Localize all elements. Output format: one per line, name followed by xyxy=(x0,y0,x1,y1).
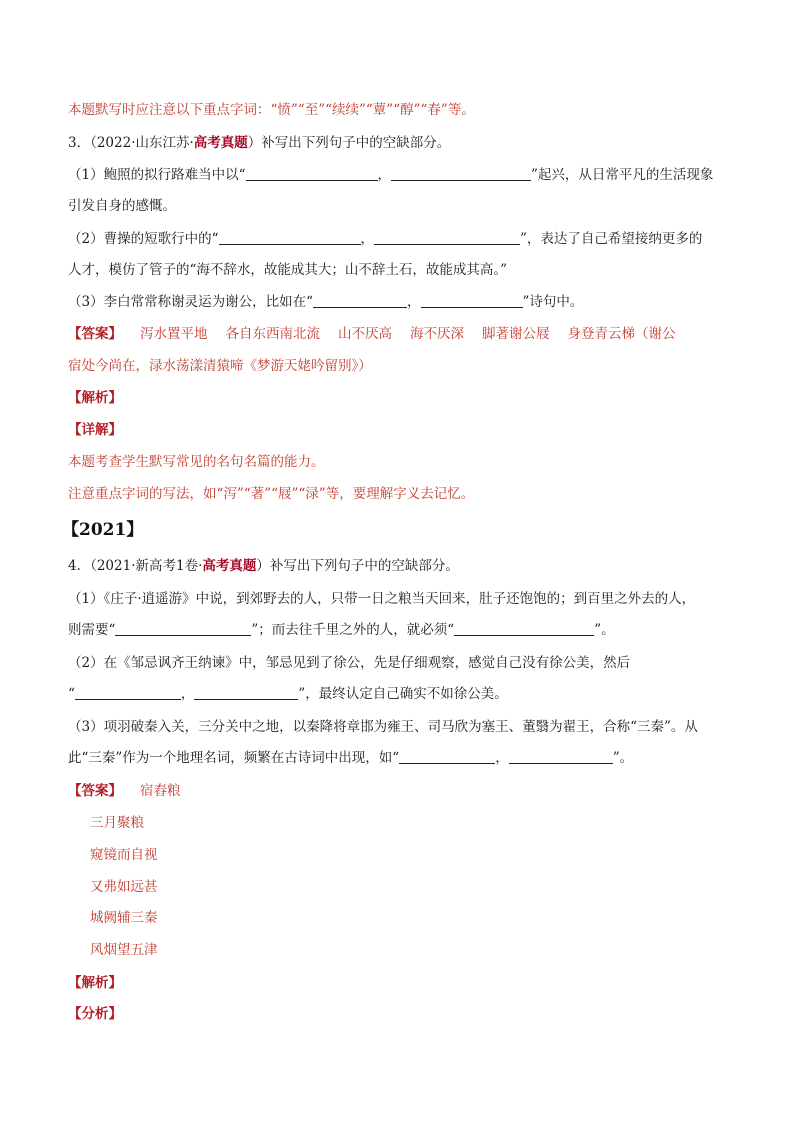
q4-s1-line1: （1）《庄子·逍遥游》中说，到郊野去的人，只带一日之粮当天回来，肚子还饱饱的；到百里之外去的人， xyxy=(68,591,696,607)
q3-jiexi-label: 【解析】 xyxy=(68,390,122,406)
blank[interactable] xyxy=(313,293,407,308)
blank[interactable] xyxy=(115,621,251,636)
q4-s2-text-b: “ xyxy=(68,686,75,702)
q4-s1-text-d: ”。 xyxy=(594,622,615,638)
q3-s1-line2: 引发自身的感慨。 xyxy=(68,198,176,214)
q3-s3-text-a: （3）李白常常称谢灵运为谢公，比如在“ xyxy=(68,294,313,310)
q3-s3-line xyxy=(68,292,583,312)
q4-s1-text-b: 则需要“ xyxy=(68,622,116,638)
year-heading: 【2021】 xyxy=(62,520,144,540)
q3-source: 高考真题 xyxy=(193,135,248,151)
q3-s1-line1 xyxy=(68,165,713,185)
q3-s3-text-b: ”诗句中。 xyxy=(522,294,584,310)
q3-s2-line1 xyxy=(68,229,702,249)
blank[interactable] xyxy=(421,293,523,308)
q4-s1-line2 xyxy=(68,620,615,640)
blank[interactable] xyxy=(75,685,181,700)
q3-s2-text-a: （2）曹操的短歌行中的“ xyxy=(68,231,219,247)
q3-answer-6: 身登青云梯（谢公 xyxy=(567,326,676,342)
q3-explanation-2: 注意重点字词的写法，如“泻”“著”“屐”“渌”等，要理解字义去记忆。 xyxy=(68,486,475,502)
q3-answer-line xyxy=(68,324,676,344)
blank[interactable] xyxy=(509,749,613,764)
blank[interactable] xyxy=(246,166,378,181)
q3-explanation-1: 本题考查学生默写常见的名句名篇的能力。 xyxy=(68,454,325,470)
q4-answer-line xyxy=(68,781,181,801)
q3-answer-continuation: 宿处今尚在，渌水荡漾清猿啼《梦游天姥吟留别》） xyxy=(68,358,372,374)
q4-number: 4．（2021·新高考1卷· xyxy=(68,558,203,574)
q4-s2-text-c: ”，最终认定自己确实不如徐公美。 xyxy=(298,686,508,702)
q4-s3-line1: （3）项羽破秦入关，三分关中之地，以秦降将章邯为雍王、司马欣为塞王、董翳为翟王，合称“三秦”。从 xyxy=(68,719,698,735)
blank[interactable] xyxy=(194,685,298,700)
q3-s1-comma: ， xyxy=(377,167,391,183)
q4-s2-line1: （2）在《邹忌讽齐王纳谏》中，邹忌见到了徐公，先是仔细观察，感觉自己没有徐公美，然后 xyxy=(68,655,631,671)
q3-xiangjie-label: 【详解】 xyxy=(68,422,122,438)
q3-answer-2: 各自东西南北流 xyxy=(225,326,320,342)
q3-header xyxy=(68,133,450,153)
q4-s3-line2 xyxy=(68,748,633,768)
q4-answer-3: 窥镜而自视 xyxy=(90,847,158,863)
q4-s2-comma: ， xyxy=(180,686,195,702)
q4-stem: ）补写出下列句子中的空缺部分。 xyxy=(256,558,459,574)
q4-jiexi-label: 【解析】 xyxy=(68,975,122,991)
q3-answer-3: 山不厌高 xyxy=(338,326,392,342)
q3-s1-text-a: （1）鲍照的拟行路难当中以“ xyxy=(68,167,246,183)
q3-s2-text-b: ”，表达了自己希望接纳更多的 xyxy=(520,231,703,247)
blank[interactable] xyxy=(374,230,520,245)
q4-s3-text-b: 此“三秦”作为一个地理名词，频繁在古诗词中出现，如“ xyxy=(68,750,400,766)
blank[interactable] xyxy=(454,621,594,636)
q3-stem: ）补写出下列句子中的空缺部分。 xyxy=(247,135,451,151)
q4-answer-4: 又弗如远甚 xyxy=(90,879,158,895)
q4-answer-5: 城阙辅三秦 xyxy=(90,910,158,926)
top-note: 本题默写时应注意以下重点字词：“愤”“至”“续续”“蕈”“醇”“春”等。 xyxy=(68,102,475,118)
q3-s2-comma: ， xyxy=(360,231,374,247)
q4-answer-6: 风烟望五津 xyxy=(90,942,158,958)
q4-answer-2: 三月聚粮 xyxy=(90,815,144,831)
q3-answer-label: 【答案】 xyxy=(68,326,122,342)
q3-answer-1: 泻水置平地 xyxy=(140,326,208,342)
q3-s3-comma: ， xyxy=(407,294,421,310)
q3-s2-line2: 人才，模仿了管子的“海不辞水，故能成其大；山不辞土石，故能成其高。” xyxy=(68,262,508,278)
blank[interactable] xyxy=(399,749,495,764)
q4-s3-comma: ， xyxy=(495,750,509,766)
q3-answer-5: 脚著谢公屐 xyxy=(482,326,550,342)
blank[interactable] xyxy=(391,166,531,181)
q4-s2-line2 xyxy=(68,684,508,704)
q3-number: 3．（2022·山东江苏· xyxy=(68,135,194,151)
q3-answer-4: 海不厌深 xyxy=(410,326,464,342)
q4-answer-1: 宿舂粮 xyxy=(140,783,181,799)
q4-s3-text-c: ”。 xyxy=(612,750,634,766)
blank[interactable] xyxy=(219,230,361,245)
q4-fenxi-label: 【分析】 xyxy=(68,1006,122,1022)
q4-s1-text-c: ”；而去往千里之外的人，就必须“ xyxy=(251,622,455,638)
q4-answer-label: 【答案】 xyxy=(68,783,122,799)
q4-header xyxy=(68,556,459,576)
q3-s1-text-b: ”起兴，从日常平凡的生活现象 xyxy=(531,167,714,183)
q4-source: 高考真题 xyxy=(202,558,257,574)
